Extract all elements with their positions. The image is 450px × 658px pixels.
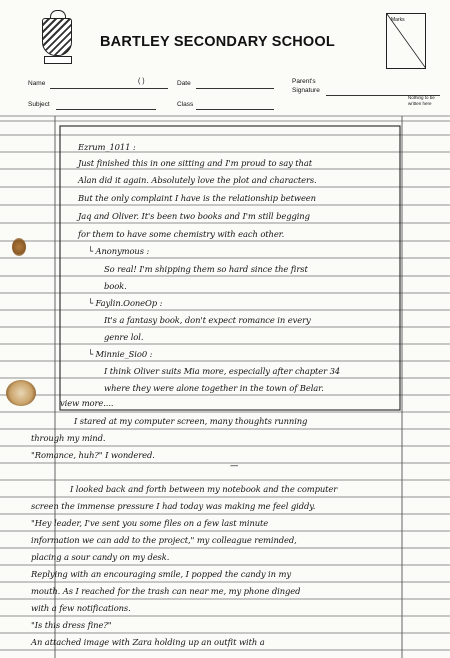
hw-line-2: Just finished this in one sitting and I'm proud to say that (78, 158, 313, 168)
hw-line-15: where they were alone together in the town of Belar. (104, 383, 324, 393)
hw-line-19: "Romance, huh?" I wondered. (31, 450, 155, 460)
hw-line-8: So real! I'm shipping them so hard since the first (104, 264, 308, 274)
hw-line-28: with a few notifications. (31, 603, 131, 613)
register-number-paren: ( ) (138, 78, 145, 85)
subject-label: Subject (28, 101, 50, 108)
hw-line-12: genre lol. (104, 332, 144, 342)
hw-line-24: information we can add to the project," my colleague reminded, (31, 535, 297, 545)
hw-line-1: Ezrum_1011 : (78, 142, 136, 152)
date-label: Date (177, 80, 191, 87)
hw-line-17: I stared at my computer screen, many thoughts running (74, 416, 308, 426)
hw-line-10: └ Faylin.OoneOp : (88, 298, 163, 308)
hw-line-25: placing a sour candy on my desk. (31, 552, 170, 562)
hw-line-22: screen the immense pressure I had today was making me feel giddy. (31, 501, 316, 511)
signature-label: Signature (292, 87, 320, 94)
stain-bottom (6, 380, 36, 406)
hw-line-13: └ Minnie_Sio0 : (88, 349, 153, 359)
hw-line-9: book. (104, 281, 127, 291)
hw-line-11: It's a fantasy book, don't expect romance in every (104, 315, 311, 325)
hw-line-21: I looked back and forth between my notebook and the computer (70, 484, 338, 494)
parents-label: Parent's (292, 78, 316, 85)
hw-line-4: But the only complaint I have is the relationship between (78, 193, 316, 203)
hw-line-23: "Hey leader, I've sent you some files on a few last minute (31, 518, 269, 528)
class-label: Class (177, 101, 194, 108)
hw-line-29: "Is this dress fine?" (31, 620, 112, 630)
hw-line-14: I think Oliver suits Mia more, especially after chapter 34 (104, 366, 341, 376)
hw-line-16: view more.... (60, 398, 114, 408)
margin-note: Nothing to be written here (408, 95, 435, 106)
hw-line-6: for them to have some chemistry with each other. (78, 229, 285, 239)
hw-line-30: An attached image with Zara holding up an outfit with a (31, 637, 265, 647)
hw-line-20: — (230, 460, 239, 470)
hw-line-3: Alan did it again. Absolutely love the plot and characters. (78, 175, 317, 185)
hw-line-7: └ Anonymous : (88, 246, 150, 256)
hw-line-18: through my mind. (31, 433, 106, 443)
hw-line-26: Replying with an encouraging smile, I popped the candy in my (31, 569, 291, 579)
hw-line-5: Jaq and Oliver. It's been two books and I'm still begging (78, 211, 310, 221)
hw-line-27: mouth. As I reached for the trash can near me, my phone dinged (31, 586, 301, 596)
stain-top (12, 238, 26, 256)
name-label: Name (28, 80, 46, 87)
school-name: BARTLEY SECONDARY SCHOOL (100, 34, 335, 50)
marks-label: Marks (391, 17, 405, 23)
